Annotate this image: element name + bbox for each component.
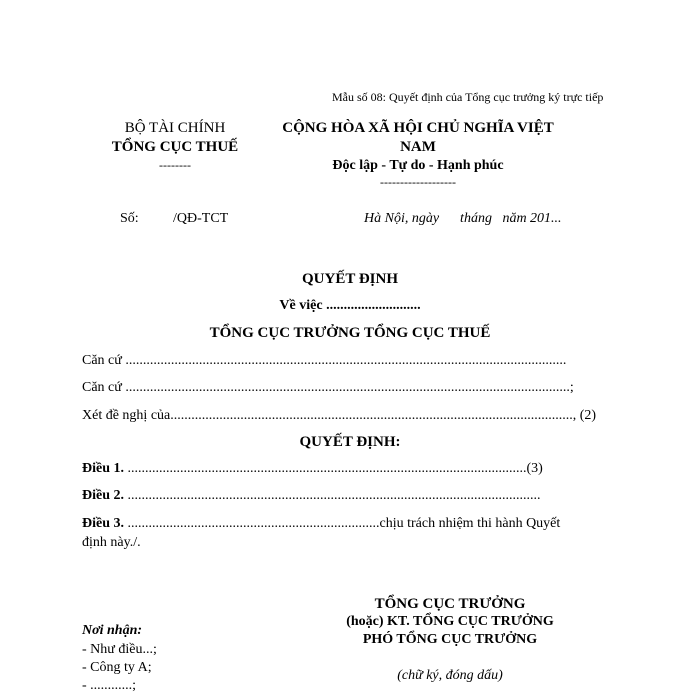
article-text: ..................................................................................................................(3) <box>124 461 543 476</box>
form-note: Mẫu số 08: Quyết định của Tổng cục trưởng ký trực tiếp <box>332 90 604 104</box>
left-divider: -------- <box>159 158 191 172</box>
proposal-line: Xét đề nghị của..................................................................................................................., (2) <box>82 408 597 423</box>
article-3-continuation: định này./. <box>82 535 141 550</box>
basis-line: Căn cứ ...............................................................................................................................; <box>82 380 574 395</box>
article-label: Điều 1. <box>82 461 124 476</box>
issuing-authority: TỔNG CỤC TRƯỞNG TỔNG CỤC THUẾ <box>209 325 491 341</box>
article-label: Điều 2. <box>82 488 124 503</box>
signer-alt-title: (hoặc) KT. TỔNG CỤC TRƯỞNG <box>346 614 554 629</box>
article-text: ...................................................................................................................... <box>124 488 541 503</box>
national-motto: Độc lập - Tự do - Hạnh phúc <box>332 158 504 173</box>
article-text: ........................................................................chịu trách nhiệm thi hành Quyết <box>124 516 561 531</box>
nation-name-line2: NAM <box>400 139 436 155</box>
basis-line: Căn cứ .............................................................................................................................. <box>82 353 567 368</box>
signer-title: TỔNG CỤC TRƯỞNG <box>374 596 526 612</box>
document-title: QUYẾT ĐỊNH <box>302 271 398 287</box>
article-2 <box>82 488 541 504</box>
ministry-name: BỘ TÀI CHÍNH <box>124 120 226 136</box>
number-label: Số: <box>120 211 139 226</box>
nation-name-line1: CỘNG HÒA XÃ HỘI CHỦ NGHĨA VIỆT <box>282 120 554 136</box>
article-3 <box>82 516 560 532</box>
article-1 <box>82 461 543 477</box>
article-label: Điều 3. <box>82 516 124 531</box>
department-name: TỔNG CỤC THUẾ <box>111 139 239 155</box>
right-divider: ------------------- <box>380 175 456 189</box>
decision-heading: QUYẾT ĐỊNH: <box>299 434 401 450</box>
signer-deputy-title: PHÓ TỔNG CỤC TRƯỞNG <box>362 632 538 647</box>
recipients-title: Nơi nhận: <box>82 623 143 638</box>
recipient-item: - Như điều...; <box>82 642 157 657</box>
recipient-item: - Công ty A; <box>82 660 152 675</box>
recipient-item: - ............; <box>82 678 137 693</box>
signature-note: (chữ ký, đóng dấu) <box>397 668 503 683</box>
place-date: Hà Nội, ngày tháng năm 201... <box>364 211 562 226</box>
document-subject: Về việc ........................... <box>279 298 421 313</box>
number-suffix: /QĐ-TCT <box>173 211 229 226</box>
